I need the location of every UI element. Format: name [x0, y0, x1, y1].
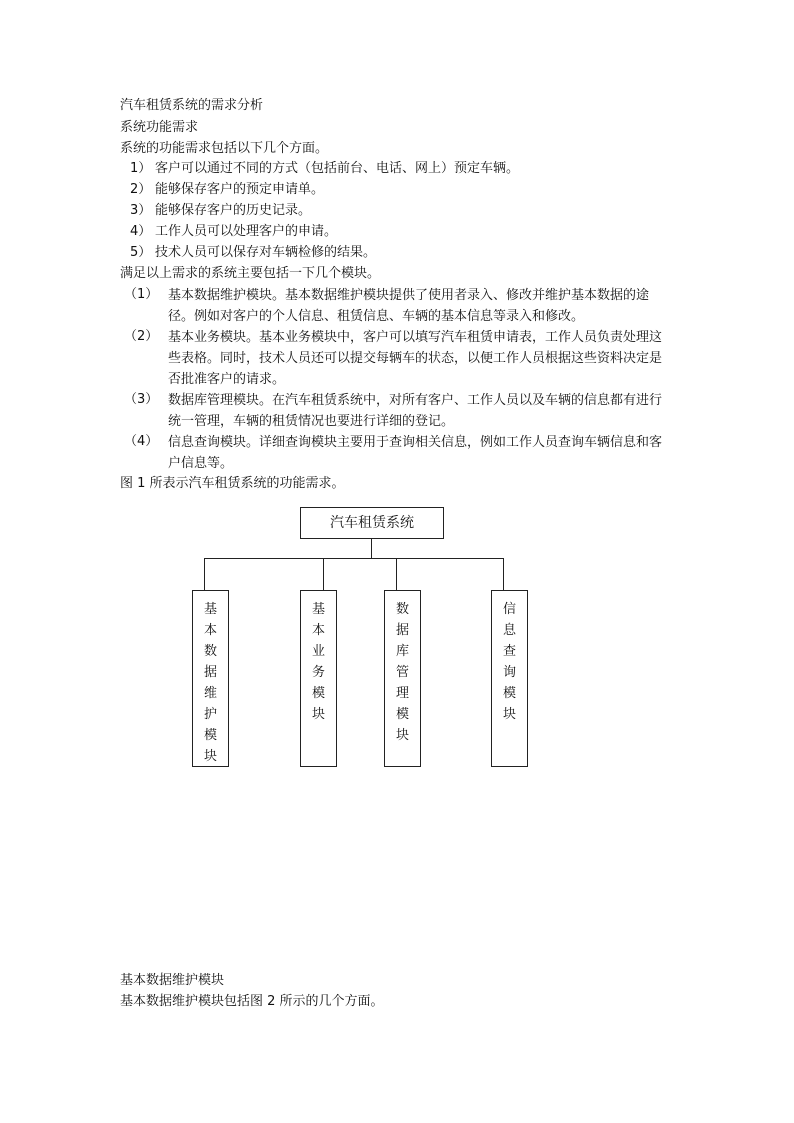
list-item-number: （2）	[124, 329, 159, 344]
list-item-number: （4）	[124, 434, 159, 449]
diagram-child-node	[300, 590, 337, 767]
list-item: 数据库管理模块。在汽车租赁系统中，对所有客户、工作人员以及车辆的信息都有进行统一管理，车辆的租赁情况也要进行详细的登记。	[168, 393, 663, 429]
subsection-paragraph: 基本数据维护模块包括图 2 所示的几个方面。	[120, 994, 384, 1009]
modules-intro: 满足以上需求的系统主要包括一下几个模块。	[120, 266, 381, 281]
list-item: 技术人员可以保存对车辆检修的结果。	[155, 245, 377, 260]
diagram-child-label: 基本数据维护模块	[203, 602, 217, 764]
list-item: 客户可以通过不同的方式（包括前台、电话、网上）预定车辆。	[155, 161, 520, 176]
diagram-child-node	[192, 590, 229, 767]
diagram-connector	[204, 558, 503, 559]
list-item: 能够保存客户的历史记录。	[155, 203, 312, 218]
diagram-child-node	[384, 590, 421, 767]
diagram-connector	[371, 539, 372, 558]
list-item-number: 1）	[130, 161, 152, 176]
diagram-child-label: 信息查询模块	[502, 602, 516, 722]
list-item: 基本业务模块。基本业务模块中，客户可以填写汽车租赁申请表，工作人员负责处理这些表格。同时，技术人员还可以提交每辆车的状态，以便工作人员根据这些资料决定是否批准客户的请求。	[168, 330, 663, 387]
diagram-connector	[323, 558, 324, 590]
list-item: 信息查询模块。详细查询模块主要用于查询相关信息，例如工作人员查询车辆信息和客户信息等。	[168, 435, 663, 471]
list-item: 能够保存客户的预定申请单。	[155, 182, 325, 197]
list-item: 基本数据维护模块。基本数据维护模块提供了使用者录入、修改并维护基本数据的途径。例如对客户的个人信息、租赁信息、车辆的基本信息等录入和修改。	[168, 288, 650, 324]
list-item-number: 3）	[130, 203, 152, 218]
diagram-connector	[396, 558, 397, 590]
list-item-number: 5）	[130, 245, 152, 260]
list-item-number: 2）	[130, 182, 152, 197]
list-item-number: （1）	[124, 287, 159, 302]
section-heading: 系统功能需求	[120, 120, 199, 135]
diagram-root-node	[300, 507, 444, 539]
doc-title: 汽车租赁系统的需求分析	[120, 98, 264, 113]
diagram-root-label: 汽车租赁系统	[330, 515, 414, 531]
list-item: 工作人员可以处理客户的申请。	[155, 224, 338, 239]
figure-caption: 图 1 所表示汽车租赁系统的功能需求。	[120, 476, 345, 491]
diagram-connector	[503, 558, 504, 590]
list-item-number: （3）	[124, 392, 159, 407]
diagram-connector	[204, 558, 205, 590]
diagram-child-node	[491, 590, 528, 767]
intro-paragraph: 系统的功能需求包括以下几个方面。	[120, 141, 329, 156]
list-item-number: 4）	[130, 224, 152, 239]
diagram-child-label: 基本业务模块	[311, 602, 325, 722]
subsection-heading: 基本数据维护模块	[120, 973, 225, 988]
diagram-child-label: 数据库管理模块	[395, 602, 409, 743]
